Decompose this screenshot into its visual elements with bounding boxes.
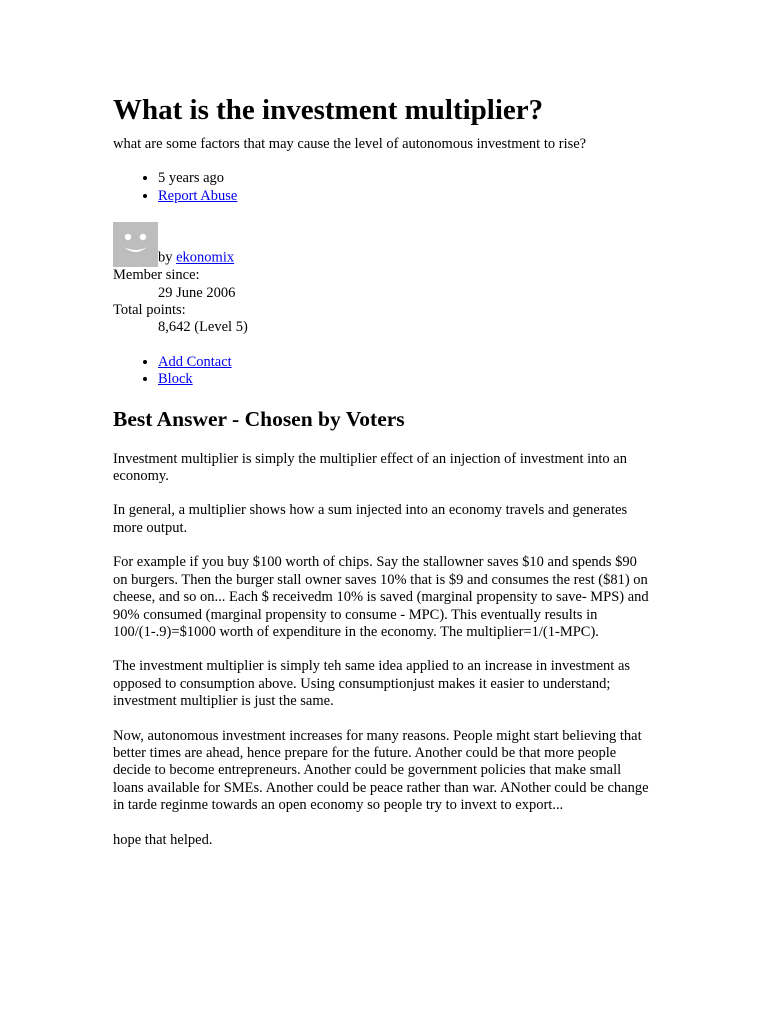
profile-byline bbox=[113, 222, 653, 267]
report-abuse-item bbox=[158, 188, 653, 205]
username-link[interactable]: ekonomix bbox=[176, 249, 235, 266]
question-title: What is the investment multiplier? bbox=[113, 94, 544, 126]
member-since-value: 29 June 2006 bbox=[158, 284, 236, 301]
report-abuse-link[interactable]: Report Abuse bbox=[158, 187, 238, 204]
question-meta-list bbox=[113, 170, 653, 205]
answer-paragraph: Now, autonomous investment increases for many reasons. People might start believing that better times are ahead, hence prepare for the future. Another could be that more people decide to become entrepreneurs. Another could be government policies that make small loans available for SMEs. Another could be peace rather than war. ANother could be change in tarde reginme towards an open economy so people try to invext to export... bbox=[113, 727, 649, 814]
by-prefix: by bbox=[158, 249, 173, 266]
add-contact-link[interactable]: Add Contact bbox=[158, 353, 232, 370]
best-answer-body bbox=[113, 451, 653, 849]
best-answer-heading: Best Answer - Chosen by Voters bbox=[113, 406, 405, 431]
profile-actions-list bbox=[113, 354, 653, 389]
member-since-label: Member since: bbox=[113, 267, 200, 284]
posted-time: • 5 years ago bbox=[158, 170, 653, 187]
block-item bbox=[158, 371, 653, 388]
answer-paragraph: Investment multiplier is simply the multiplier effect of an injection of investment into an economy. bbox=[113, 450, 627, 485]
total-points-value: 8,642 (Level 5) bbox=[158, 319, 248, 336]
answer-paragraph: hope that helped. bbox=[113, 831, 213, 848]
answer-paragraph: In general, a multiplier shows how a sum injected into an economy travels and generates more output. bbox=[113, 502, 628, 536]
add-contact-item bbox=[158, 354, 653, 371]
answer-paragraph: The investment multiplier is simply teh same idea applied to an increase in investment as opposed to consumption above. Using consumptionjust makes it easier to understand; investment multiplier is just the same. bbox=[113, 658, 631, 710]
user-profile bbox=[113, 222, 653, 388]
question-details: what are some factors that may cause the level of autonomous investment to rise? bbox=[113, 136, 587, 152]
total-points-label: Total points: bbox=[113, 302, 186, 319]
profile-details bbox=[113, 267, 653, 337]
answer-paragraph: For example if you buy $100 worth of chips. Say the stallowner saves $10 and spends $90 on burgers. Then the burger stall owner saves 10% that is $9 and consumes the rest ($81) on cheese, and so on... Each $ receivedm 10% is saved (marginal propensity to save- MPS) and 90% consumed (marginal propensity to consume - MPC). This eventually results in 100/(1-.9)=$1000 worth of expenditure in the economy. The multiplier=1/(1-MPC). bbox=[113, 554, 649, 640]
block-link[interactable]: Block bbox=[158, 371, 193, 388]
avatar[interactable] bbox=[113, 222, 158, 267]
